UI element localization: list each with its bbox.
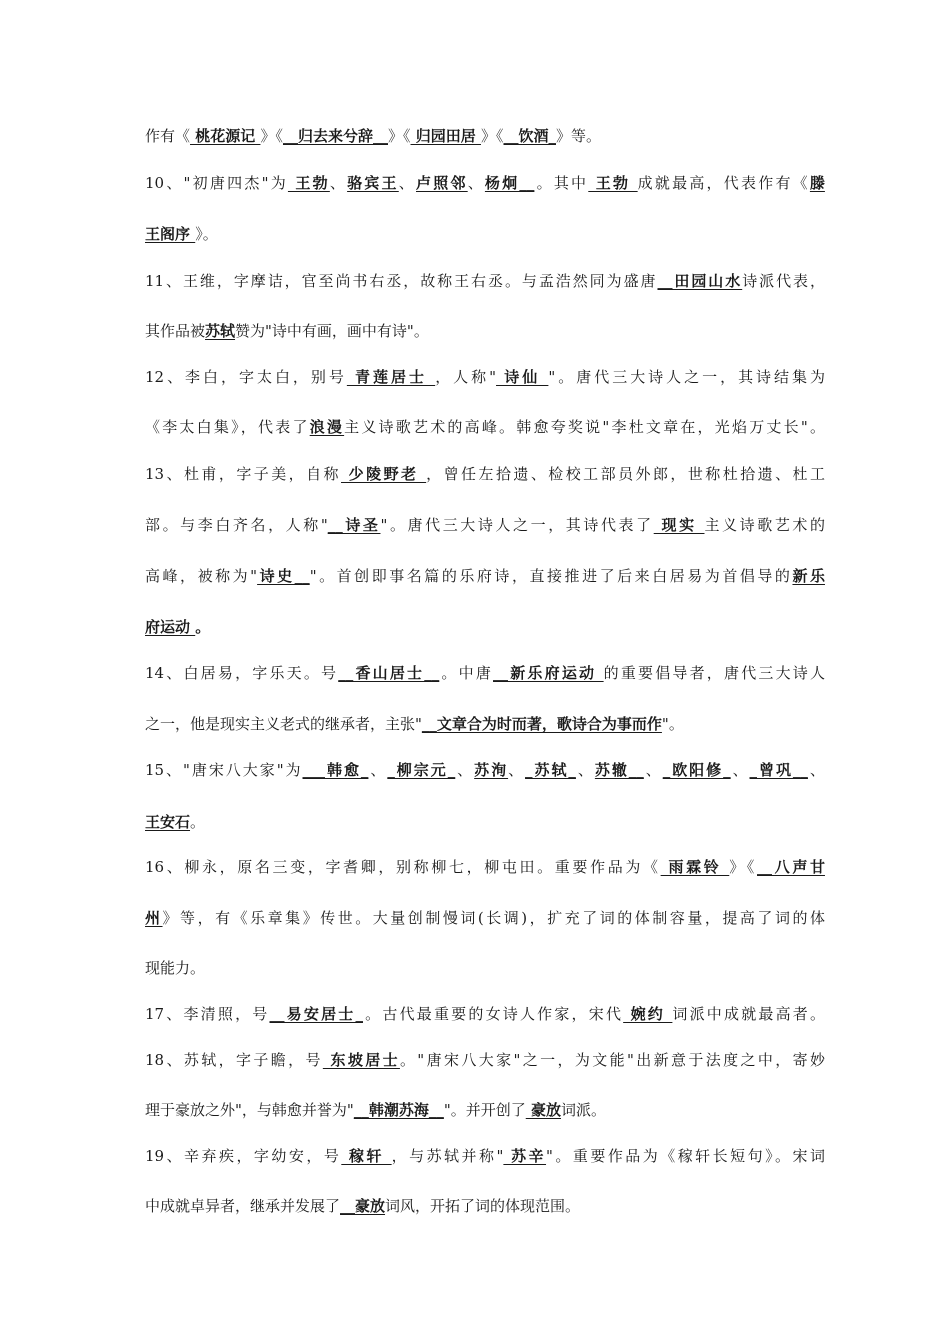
answer-blank: 雨霖铃 — [660, 858, 730, 876]
answer-blank: 桃花源记 — [190, 127, 261, 145]
text-segment: 高峰，被称为" — [145, 567, 258, 585]
answer-blank: 王安石 — [145, 813, 191, 831]
text-segment: 》《 — [260, 127, 283, 145]
text-line — [145, 1050, 825, 1070]
text-segment: ，与苏轼并称" — [391, 1147, 504, 1165]
text-segment: 18、苏轼，字子瞻，号 — [145, 1051, 323, 1069]
text-segment: "。 — [661, 715, 684, 733]
text-segment: 、 — [368, 761, 388, 779]
answer-blank: 浪漫 — [309, 418, 345, 436]
answer-blank: __八声甘 — [757, 858, 825, 876]
text-line — [145, 1196, 825, 1216]
text-segment: 》。 — [195, 225, 218, 243]
text-segment: 、 — [467, 174, 485, 192]
answer-blank: 王勃 — [287, 174, 330, 192]
text-line — [145, 812, 825, 832]
text-segment: 理于豪放之外"，与韩愈并誉为" — [145, 1101, 354, 1119]
answer-blank: __归去来兮辞__ — [282, 127, 388, 145]
text-segment: 13、杜甫，字子美，自称 — [145, 465, 342, 483]
text-segment: 、 — [455, 761, 475, 779]
answer-blank: 王阁序 — [145, 225, 196, 243]
text-segment: 。其中 — [534, 174, 589, 192]
text-segment: "。唐代三大诗人之一，其诗结集为 — [548, 368, 825, 386]
answer-blank: __饮酒_ — [503, 127, 556, 145]
text-segment: 。"唐宋八大家"之一，为文能"出新意于法度之中，寄妙 — [399, 1051, 825, 1069]
text-segment: 17、李清照，号 — [145, 1005, 270, 1023]
text-line — [145, 1100, 825, 1120]
text-segment: 主义诗歌艺术的高峰。韩愈夸奖说"李杜文章在，光焰万丈长"。 — [344, 418, 825, 436]
text-segment: 19、辛弃疾，字幼安，号 — [145, 1147, 342, 1165]
text-line — [145, 760, 825, 780]
text-segment: 《李太白集》，代表了 — [145, 418, 310, 436]
answer-blank: 苏轼 — [205, 322, 236, 340]
answer-blank: 东坡居士 — [322, 1051, 400, 1069]
text-segment: 、 — [643, 761, 663, 779]
answer-blank: __豪放 — [340, 1197, 386, 1215]
answer-blank: 滕 — [809, 174, 825, 192]
text-segment: 10、"初唐四杰"为 — [145, 174, 288, 192]
text-segment: 12、李白，字太白，别号 — [145, 368, 347, 386]
text-line — [145, 173, 825, 193]
answer-blank: __香山居士__ — [338, 664, 440, 682]
text-segment: 主义诗歌艺术的 — [704, 516, 825, 534]
text-line — [145, 566, 825, 586]
text-segment: "。首创即事名篇的乐府诗，直接推进了后来白居易为首倡导的 — [309, 567, 793, 585]
answer-blank: 苏辙__ — [594, 761, 644, 779]
text-segment: 14、白居易，字乐天。号 — [145, 664, 339, 682]
answer-blank: 新乐 — [792, 567, 825, 585]
answer-blank: 杨炯__ — [484, 174, 535, 192]
text-segment: 其作品被 — [145, 322, 206, 340]
text-line — [145, 958, 825, 978]
text-segment: 。 — [190, 813, 206, 831]
answer-blank: 稼轩 — [341, 1147, 392, 1165]
answer-blank: 青莲居士 — [346, 368, 436, 386]
text-line — [145, 224, 825, 244]
text-segment: 词派中成就最高者。 — [672, 1005, 825, 1023]
text-segment: 》等。 — [556, 127, 602, 145]
answer-blank: 少陵野老 — [341, 465, 427, 483]
text-segment: "。唐代三大诗人之一，其诗代表了 — [380, 516, 654, 534]
text-segment: 。 — [195, 618, 211, 636]
text-segment: "。重要作品为《稼轩长短句》。宋词 — [546, 1147, 825, 1165]
answer-blank: _曾巩__ — [749, 761, 808, 779]
answer-blank: _苏轼_ — [525, 761, 576, 779]
text-line — [145, 321, 825, 341]
text-segment: 》《 — [388, 127, 411, 145]
answer-blank: __新乐府运动 — [493, 664, 604, 682]
answer-blank: __田园山水 — [657, 272, 743, 290]
answer-blank: __韩潮苏海__ — [353, 1101, 444, 1119]
text-segment: 》《 — [729, 858, 758, 876]
text-line — [145, 271, 825, 291]
answer-blank: 苏辛 — [503, 1147, 547, 1165]
text-segment: 、 — [730, 761, 750, 779]
text-segment: 、 — [329, 174, 348, 192]
answer-blank: 诗仙 — [496, 368, 549, 386]
answer-blank: 卢照邻 — [416, 174, 468, 192]
text-segment: 、 — [575, 761, 595, 779]
answer-blank: 苏洵 — [474, 761, 509, 779]
text-line — [145, 1146, 825, 1166]
text-segment: 部。与李白齐名，人称" — [145, 516, 328, 534]
answer-blank: 诗史__ — [257, 567, 310, 585]
answer-blank: __文章合为时而著，歌诗合为事而作 — [421, 715, 662, 733]
answer-blank: ___韩愈_ — [302, 761, 369, 779]
text-segment: 。中唐 — [439, 664, 494, 682]
text-line — [145, 1004, 825, 1024]
text-line — [145, 417, 825, 437]
text-line — [145, 126, 825, 146]
text-line — [145, 464, 825, 484]
text-line — [145, 515, 825, 535]
text-segment: 现能力。 — [145, 959, 206, 977]
text-segment: 》等，有《乐章集》传世。大量创制慢词(长调)，扩充了词的体制容量，提高了词的体 — [162, 909, 825, 927]
answer-blank: _柳宗元_ — [387, 761, 456, 779]
text-segment: 16、柳永，原名三变，字耆卿，别称柳七，柳屯田。重要作品为《 — [145, 858, 661, 876]
answer-blank: 豪放 — [525, 1101, 561, 1119]
text-line — [145, 857, 825, 877]
text-segment: "。并开创了 — [443, 1101, 526, 1119]
text-segment: 》《 — [480, 127, 504, 145]
text-segment: 中成就卓异者，继承并发展了 — [145, 1197, 341, 1215]
answer-blank: 府运动 — [145, 618, 196, 636]
answer-blank: __易安居士_ — [269, 1005, 363, 1023]
text-line — [145, 663, 825, 683]
text-segment: 15、"唐宋八大家"为 — [145, 761, 303, 779]
text-segment: 之一，他是现实主义老式的继承者，主张" — [145, 715, 422, 733]
answer-blank: 州 — [145, 909, 163, 927]
text-segment: 、 — [398, 174, 416, 192]
text-segment: 诗派代表， — [742, 272, 825, 290]
text-segment: ，人称" — [435, 368, 497, 386]
text-segment: 11、王维，字摩诘，官至尚书右丞，故称王右丞。与孟浩然同为盛唐 — [145, 272, 658, 290]
text-segment: 的重要倡导者，唐代三大诗人 — [603, 664, 825, 682]
answer-blank: 归园田居 — [410, 127, 481, 145]
text-segment: 、 — [807, 761, 825, 779]
text-segment: 赞为"诗中有画，画中有诗"。 — [235, 322, 429, 340]
text-line — [145, 617, 825, 637]
text-line — [145, 714, 825, 734]
text-segment: ，曾任左拾遗、检校工部员外郎，世称杜拾遗、杜工 — [426, 465, 825, 483]
text-segment: 、 — [508, 761, 526, 779]
answer-blank: __诗圣 — [327, 516, 381, 534]
text-line — [145, 908, 825, 928]
answer-blank: 骆宾王 — [347, 174, 399, 192]
text-segment: 词派。 — [560, 1101, 606, 1119]
text-segment: 词风，开拓了词的体现范围。 — [385, 1197, 581, 1215]
text-segment: 作有《 — [145, 127, 191, 145]
text-segment: 成就最高，代表作有《 — [637, 174, 810, 192]
answer-blank: 现实 — [653, 516, 705, 534]
answer-blank: _欧阳修_ — [662, 761, 731, 779]
answer-blank: 王勃 — [588, 174, 638, 192]
text-line — [145, 367, 825, 387]
answer-blank: 婉约 — [623, 1005, 673, 1023]
text-segment: 。古代最重要的女诗人作家，宋代 — [362, 1005, 624, 1023]
